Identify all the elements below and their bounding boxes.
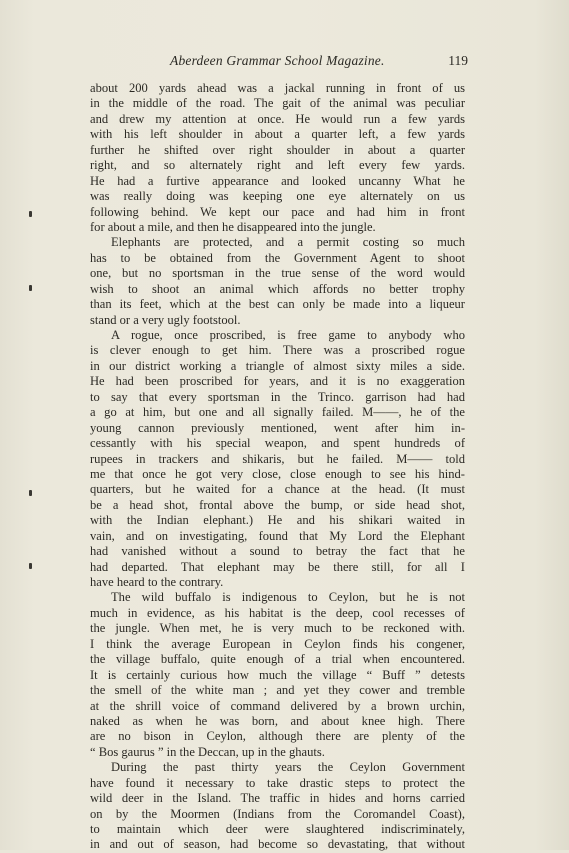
- text-line: further he shifted over right shoulder in about a quarter: [90, 142, 465, 157]
- text-line: vain, and on investigating, found that My Lord the Elephant: [90, 528, 465, 543]
- text-line: in our district working a triangle of almost sixty miles a side.: [90, 358, 465, 373]
- text-line: in and out of season, had become so devastating, that without: [90, 837, 465, 852]
- text-line: the village buffalo, quite enough of a trial when encountered.: [90, 652, 465, 667]
- margin-mark: [29, 211, 32, 217]
- text-line: had vanished without a sound to betray the fact that he: [90, 544, 465, 559]
- text-line: wild deer in the Island. The traffic in hides and horns carried: [90, 791, 465, 806]
- text-line: stand or a very ugly footstool.: [90, 312, 241, 327]
- text-line: is clever enough to get him. There was a proscribed rogue: [90, 343, 465, 358]
- text-line: much in evidence, as his habitat is the deep, cool recesses of: [90, 605, 465, 620]
- text-line: the jungle. When met, he is very much to be reckoned with.: [90, 621, 465, 636]
- text-line: “ Bos gaurus ” in the Deccan, up in the ghauts.: [90, 744, 325, 759]
- text-line: one, but no sportsman in the true sense of the word would: [90, 266, 465, 281]
- text-line: He had a furtive appearance and looked uncanny What he: [90, 173, 465, 188]
- text-line: at the shrill voice of command delivered by a brown urchin,: [90, 698, 465, 713]
- text-line: have found it necessary to take drastic steps to protect the: [90, 775, 465, 790]
- text-line: for about a mile, and then he disappeared into the jungle.: [90, 219, 376, 234]
- text-line: to maintain which deer were slaughtered indiscriminately,: [90, 822, 465, 836]
- text-line: was really doing was keeping one eye alternately on us: [90, 189, 465, 204]
- paragraph-first-line: Elephants are protected, and a permit costing so much: [111, 235, 465, 250]
- text-line: wish to shoot an animal which affords no better trophy: [90, 281, 465, 296]
- text-line: in the middle of the road. The gait of the animal was peculiar: [90, 96, 465, 111]
- text-line: a go at him, but one and all signally failed. M——, he of the: [90, 405, 465, 420]
- text-line: right, and so alternately right and left every few yards.: [90, 158, 465, 173]
- text-line: quarters, but he waited for a chance at the head. (It must: [90, 482, 465, 497]
- margin-mark: [29, 285, 32, 291]
- text-line: me that once he got very close, close enough to see his hind-: [90, 466, 465, 481]
- text-line: to say that every sportsman in the Trinco. garrison had had: [90, 389, 465, 404]
- text-line: are no bison in Ceylon, although there are plenty of the: [90, 729, 465, 744]
- paragraph-first-line: A rogue, once proscribed, is free game to anybody who: [111, 328, 465, 342]
- text-line: It is certainly curious how much the village “ Buff ” detests: [90, 667, 465, 682]
- text-line: than its feet, which at the best can only be made into a liqueur: [90, 297, 465, 312]
- text-line: has to be obtained from the Government Agent to shoot: [90, 250, 465, 265]
- text-line: He had been proscribed for years, and it is no exaggeration: [90, 374, 465, 389]
- paragraph-first-line: During the past thirty years the Ceylon Government: [111, 760, 465, 775]
- text-line: had departed. That elephant may be there still, for all I: [90, 559, 465, 574]
- text-line: I think the average European in Ceylon finds his congener,: [90, 636, 465, 651]
- page-number: 119: [448, 53, 468, 68]
- text-line: the smell of the white man ; and yet they cower and tremble: [90, 683, 465, 698]
- text-line: and drew my attention at once. He would run a few yards: [90, 111, 465, 126]
- text-line: naked as when he was born, and about knee high. There: [90, 713, 465, 728]
- text-line: young cannon previously mentioned, went after him in-: [90, 420, 465, 435]
- margin-mark: [29, 563, 32, 569]
- text-line: be a head shot, frontal above the bump, or side head shot,: [90, 497, 465, 512]
- text-line: rupees in trackers and shikaris, but he failed. M—— told: [90, 451, 465, 466]
- text-line: following behind. We kept our pace and had him in front: [90, 204, 465, 219]
- text-line: with his left shoulder in about a quarter left, a few yards: [90, 127, 465, 142]
- text-line: cessantly with his special weapon, and spent hundreds of: [90, 436, 465, 451]
- text-line: with the Indian elephant.) He and his shikari waited in: [90, 513, 465, 528]
- text-line: about 200 yards ahead was a jackal running in front of us: [90, 81, 465, 95]
- running-head: Aberdeen Grammar School Magazine.: [170, 53, 385, 68]
- paragraph-first-line: The wild buffalo is indigenous to Ceylon, but he is not: [111, 590, 465, 605]
- article-body: [90, 81, 465, 853]
- text-line: on by the Moormen (Indians from the Coromandel Coast),: [90, 806, 465, 821]
- text-line: have heard to the contrary.: [90, 575, 224, 589]
- page-header: [88, 53, 468, 71]
- margin-mark: [29, 490, 32, 496]
